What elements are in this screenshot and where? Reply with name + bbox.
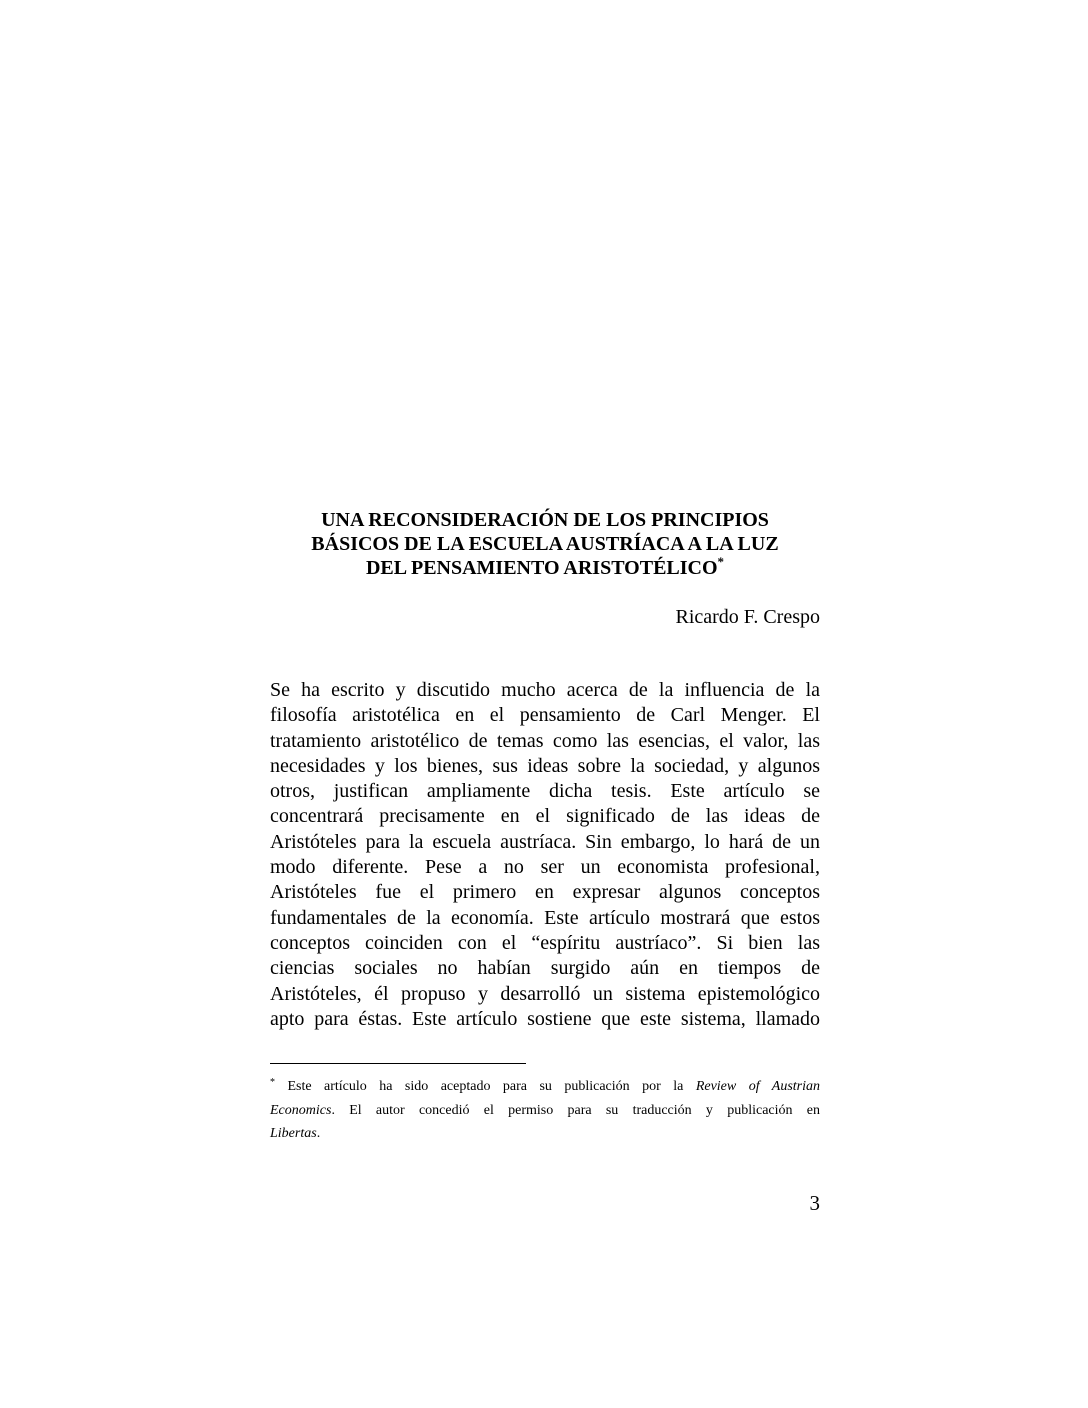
abstract-paragraph [270, 678, 820, 1032]
footnote-text-3: . [316, 1126, 321, 1141]
abstract-line: ciencias sociales no habían surgido aún en tiempos de [270, 957, 820, 980]
page-number: 3 [809, 1191, 820, 1215]
abstract-line: Se ha escrito y discutido mucho acerca de la influencia de la [270, 679, 820, 701]
journal-name-part-2: Economics [270, 1102, 332, 1118]
footnote-text-1: Este artículo ha sido aceptado para su publicación por la [287, 1079, 684, 1094]
footnote-mark: * [270, 1077, 275, 1088]
abstract-line: modo diferente. Pese a no ser un economista profesional, [270, 856, 820, 879]
abstract-line: fundamentales de la economía. Este artículo mostrará que estos [270, 906, 820, 929]
footnote-line-3 [270, 1122, 820, 1146]
footnote [270, 1075, 820, 1146]
abstract-line: apto para éstas. Este artículo sostiene que este sistema, llamado [270, 1007, 820, 1030]
author-name: Ricardo F. Crespo [675, 606, 820, 628]
footnote-line-1 [270, 1075, 820, 1099]
abstract-line: Aristóteles fue el primero en expresar algunos conceptos [270, 881, 820, 904]
abstract-line: otros, justifican ampliamente dicha tesis. Este artículo se [270, 780, 820, 803]
abstract-line: conceptos coinciden con el “espíritu austríaco”. Si bien las [270, 931, 820, 954]
footnote-line-2 [270, 1099, 820, 1123]
journal-name-part-1: Review of Austrian [695, 1079, 821, 1094]
abstract-line: tratamiento aristotélico de temas como las esencias, el valor, las [270, 729, 820, 752]
title-line-3 [270, 556, 820, 580]
title-line-2: BÁSICOS DE LA ESCUELA AUSTRÍACA A LA LUZ [311, 533, 779, 555]
footnote-separator [270, 1063, 526, 1064]
abstract-line: Aristóteles para la escuela austríaca. Sin embargo, lo hará de un [270, 830, 820, 853]
abstract-line: concentrará precisamente en el significado de las ideas de [270, 805, 820, 828]
title-footnote-mark[interactable]: * [717, 554, 725, 569]
libertas-name: Libertas [270, 1126, 317, 1141]
footnote-text-2: . El autor concedió el permiso para su traducción y publicación en [331, 1102, 820, 1118]
abstract-line: Aristóteles, él propuso y desarrolló un sistema epistemológico [270, 982, 820, 1005]
title-line-3-text: DEL PENSAMIENTO ARISTOTÉLICO [365, 557, 718, 579]
title-line-1: UNA RECONSIDERACIÓN DE LOS PRINCIPIOS [321, 509, 769, 531]
article-title [270, 508, 820, 580]
abstract-line: filosofía aristotélica en el pensamiento de Carl Menger. El [270, 704, 820, 727]
abstract-line: necesidades y los bienes, sus ideas sobre la sociedad, y algunos [270, 754, 820, 777]
